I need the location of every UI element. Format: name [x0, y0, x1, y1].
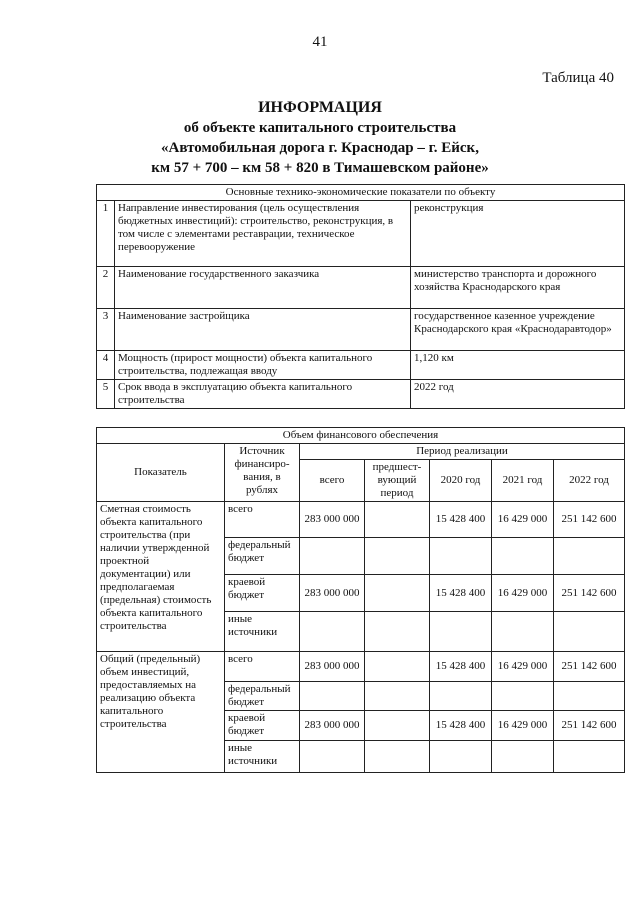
- year-2020-header: 2020 год: [430, 460, 492, 502]
- row-number: 3: [97, 309, 115, 351]
- y2022-cell: 251 142 600: [554, 711, 625, 741]
- source-cell: всего: [225, 652, 300, 682]
- y2020-cell: [430, 741, 492, 773]
- indicator-value: государственное казенное учреждение Краснодарского края «Краснодаравтодор»: [411, 309, 625, 351]
- total-cell: [300, 612, 365, 652]
- prev-cell: [365, 575, 430, 612]
- group-label: Сметная стоимость объекта капитального строительства (при наличии утвержденной проектной документации) или предполагаемая (предельная) стоимость объекта капитального строительства: [97, 502, 225, 652]
- heading-line-2: об объекте капитального строительства: [183, 120, 457, 136]
- indicators-title: Основные технико-экономические показатели по объекту: [97, 185, 625, 201]
- y2020-cell: [430, 538, 492, 575]
- prev-cell: [365, 652, 430, 682]
- source-cell: иные источники: [225, 612, 300, 652]
- y2020-cell: 15 428 400: [430, 711, 492, 741]
- indicator-value: 2022 год: [411, 380, 625, 409]
- source-cell: краевой бюджет: [225, 575, 300, 612]
- heading-line-4: км 57 + 700 – км 58 + 820 в Тимашевском районе»: [151, 160, 489, 176]
- indicator-value: 1,120 км: [411, 351, 625, 380]
- y2022-cell: 251 142 600: [554, 502, 625, 538]
- document-heading: [0, 98, 640, 178]
- finance-table: [96, 427, 625, 773]
- indicator-value: реконструкция: [411, 201, 625, 267]
- y2021-cell: 16 429 000: [492, 575, 554, 612]
- total-cell: 283 000 000: [300, 502, 365, 538]
- y2022-cell: [554, 682, 625, 711]
- y2021-cell: [492, 682, 554, 711]
- total-cell: 283 000 000: [300, 711, 365, 741]
- source-cell: федеральный бюджет: [225, 682, 300, 711]
- source-cell: краевой бюджет: [225, 711, 300, 741]
- prev-cell: [365, 502, 430, 538]
- prev-cell: [365, 612, 430, 652]
- y2021-cell: 16 429 000: [492, 502, 554, 538]
- total-cell: 283 000 000: [300, 652, 365, 682]
- source-header: Источник финансиро-вания, в рублях: [225, 444, 300, 502]
- period-header: Период реализации: [300, 444, 625, 460]
- total-cell: [300, 682, 365, 711]
- source-cell: иные источники: [225, 741, 300, 773]
- y2020-cell: 15 428 400: [430, 652, 492, 682]
- prev-cell: [365, 711, 430, 741]
- prev-cell: [365, 538, 430, 575]
- indicator-label: Наименование застройщика: [115, 309, 411, 351]
- y2021-cell: [492, 538, 554, 575]
- group-label: Общий (предельный) объем инвестиций, предоставляемых на реализацию объекта капитального строительства: [97, 652, 225, 773]
- y2020-cell: 15 428 400: [430, 575, 492, 612]
- y2021-cell: [492, 612, 554, 652]
- year-2021-header: 2021 год: [492, 460, 554, 502]
- y2021-cell: 16 429 000: [492, 652, 554, 682]
- indicator-label: Направление инвестирования (цель осуществления бюджетных инвестиций): строительство, реконструкция, в том числе с элементами реставрации, техническое перевооружение: [115, 201, 411, 267]
- row-number: 4: [97, 351, 115, 380]
- prev-period-header: предшест-вующий период: [365, 460, 430, 502]
- prev-cell: [365, 741, 430, 773]
- row-number: 5: [97, 380, 115, 409]
- row-number: 2: [97, 267, 115, 309]
- y2022-cell: [554, 741, 625, 773]
- total-cell: [300, 741, 365, 773]
- table-label: Таблица 40: [542, 70, 614, 86]
- indicator-label: Срок ввода в эксплуатацию объекта капитального строительства: [115, 380, 411, 409]
- y2020-cell: 15 428 400: [430, 502, 492, 538]
- source-cell: федеральный бюджет: [225, 538, 300, 575]
- y2021-cell: [492, 741, 554, 773]
- indicator-label: Наименование государственного заказчика: [115, 267, 411, 309]
- indicator-header: Показатель: [97, 444, 225, 502]
- row-number: 1: [97, 201, 115, 267]
- indicator-value: министерство транспорта и дорожного хозяйства Краснодарского края: [411, 267, 625, 309]
- total-cell: 283 000 000: [300, 575, 365, 612]
- year-2022-header: 2022 год: [554, 460, 625, 502]
- finance-title: Объем финансового обеспечения: [97, 428, 625, 444]
- heading-title: ИНФОРМАЦИЯ: [258, 99, 382, 116]
- y2022-cell: 251 142 600: [554, 652, 625, 682]
- indicators-table: [96, 184, 625, 409]
- y2022-cell: [554, 612, 625, 652]
- total-cell: [300, 538, 365, 575]
- y2021-cell: 16 429 000: [492, 711, 554, 741]
- y2022-cell: [554, 538, 625, 575]
- heading-line-3: «Автомобильная дорога г. Краснодар – г. Ейск,: [161, 140, 479, 156]
- indicator-label: Мощность (прирост мощности) объекта капитального строительства, подлежащая вводу: [115, 351, 411, 380]
- y2020-cell: [430, 612, 492, 652]
- total-header: всего: [300, 460, 365, 502]
- source-cell: всего: [225, 502, 300, 538]
- y2020-cell: [430, 682, 492, 711]
- page-number: 41: [312, 34, 328, 50]
- y2022-cell: 251 142 600: [554, 575, 625, 612]
- prev-cell: [365, 682, 430, 711]
